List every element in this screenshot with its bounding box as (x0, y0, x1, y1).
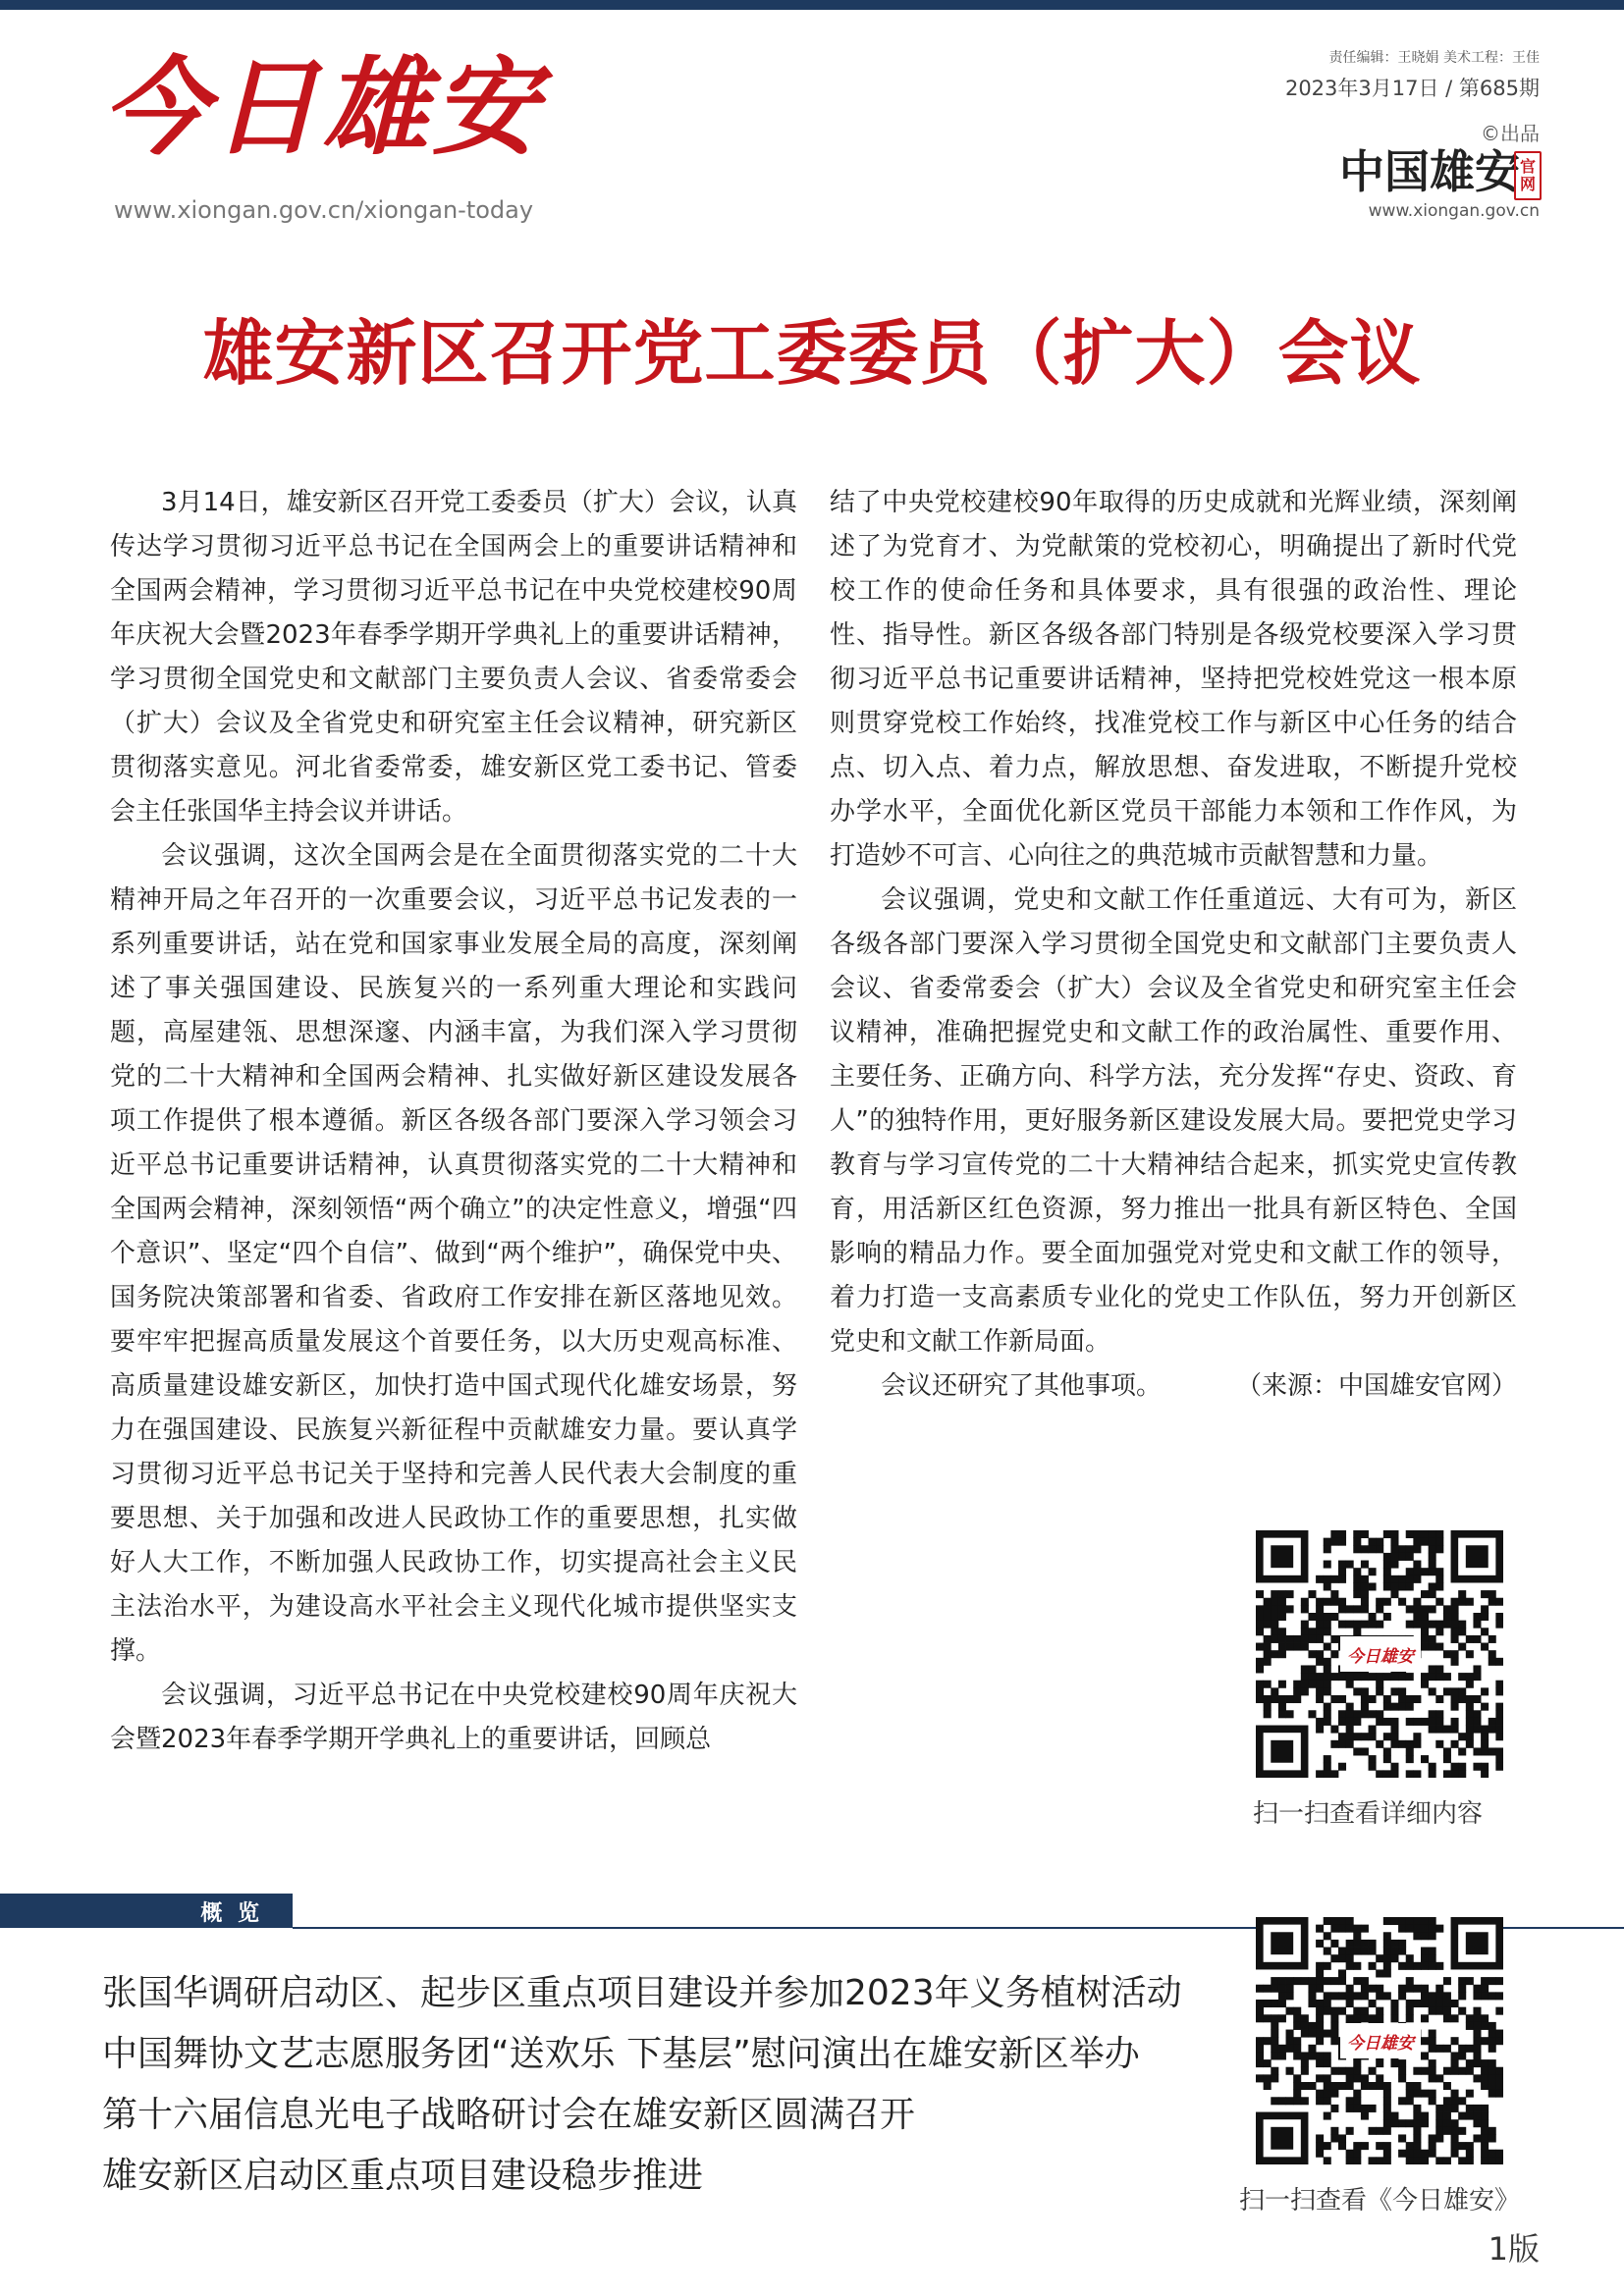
overview-item[interactable]: 第十六届信息光电子战略研讨会在雄安新区圆满召开 (102, 2095, 916, 2135)
brand-logo: 中国雄安 (1339, 145, 1520, 198)
article-paragraph: 会议强调，习近平总书记在中央党校建校90周年庆祝大会暨2023年春季学期开学典礼上的重要讲话，回顾总 (110, 1681, 797, 1754)
article-headline: 雄安新区召开党工委委员（扩大）会议 (202, 311, 1422, 395)
brand-url[interactable]: www.xiongan.gov.cn (1368, 201, 1540, 221)
qr-badge-logo: 今日雄安 (1340, 2023, 1421, 2058)
article-column-left (110, 481, 797, 1762)
qr-caption-today: 扫一扫查看《今日雄安》 (1239, 2186, 1521, 2216)
closing-text: 会议还研究了其他事项。 (881, 1371, 1163, 1401)
overview-item[interactable]: 张国华调研启动区、起步区重点项目建设并参加2023年义务植树活动 (102, 1973, 1182, 2013)
article-paragraph: 3月14日，雄安新区召开党工委委员（扩大）会议，认真传达学习贯彻习近平总书记在全国两会上的重要讲话精神和全国两会精神，学习贯彻习近平总书记在中央党校建校90周年庆祝大会暨2023年春季学期开学典礼上的重要讲话精神，学习贯彻全国党史和文献部门主要负责人会议、省委常委会（扩大）会议及全省党史和研究室主任会议精神，研究新区贯彻落实意见。河北省委常委，雄安新区党工委书记、管委会主任张国华主持会议并讲话。 (110, 488, 797, 827)
qr-code-today[interactable] (1256, 1917, 1503, 2164)
article-paragraph: 结了中央党校建校90年取得的历史成就和光辉业绩，深刻阐述了为党育才、为党献策的党校初心，明确提出了新时代党校工作的使命任务和具体要求，具有很强的政治性、理论性、指导性。新区各级各部门特别是各级党校要深入学习贯彻习近平总书记重要讲话精神，坚持把党校姓党这一根本原则贯穿党校工作始终，找准党校工作与新区中心任务的结合点、切入点、着力点，解放思想、奋发进取，不断提升党校办学水平，全面优化新区党员干部能力本领和工作作风，为打造妙不可言、心向往之的典范城市贡献智慧和力量。 (830, 488, 1517, 871)
editor-credits: 责任编辑：王晓娟 美术工程：王佳 (1328, 50, 1540, 66)
overview-item[interactable]: 中国舞协文艺志愿服务团“送欢乐 下基层”慰问演出在雄安新区举办 (102, 2034, 1140, 2074)
qr-caption-detail: 扫一扫查看详细内容 (1253, 1799, 1484, 1829)
overview-item[interactable]: 雄安新区启动区重点项目建设稳步推进 (102, 2156, 704, 2196)
overview-header (0, 1894, 293, 1928)
overview-label: 概 览 (200, 1901, 263, 1926)
brand-seal-icon: 官网 (1514, 151, 1542, 200)
page-number: 1版 (1488, 2230, 1540, 2268)
produced-by-label: ©出品 (1481, 122, 1540, 145)
article-column-right (830, 481, 1517, 1409)
article-closing (830, 1364, 1517, 1409)
article-paragraph: 会议强调，这次全国两会是在全面贯彻落实党的二十大精神开局之年召开的一次重要会议，习近平总书记发表的一系列重要讲话，站在党和国家事业发展全局的高度，深刻阐述了事关强国建设、民族复兴的一系列重大理论和实践问题，高屋建瓴、思想深邃、内涵丰富，为我们深入学习贯彻党的二十大精神和全国两会精神、扎实做好新区建设发展各项工作提供了根本遵循。新区各级各部门要深入学习领会习近平总书记重要讲话精神，认真贯彻落实党的二十大精神和全国两会精神，深刻领悟“两个确立”的决定性意义，增强“四个意识”、坚定“四个自信”、做到“两个维护”，确保党中央、国务院决策部署和省委、省政府工作安排在新区落地见效。要牢牢把握高质量发展这个首要任务，以大历史观高标准、高质量建设雄安新区，加快打造中国式现代化雄安场景，努力在强国建设、民族复兴新征程中贡献雄安力量。要认真学习贯彻习近平总书记关于坚持和完善人民代表大会制度的重要思想、关于加强和改进人民政协工作的重要思想，扎实做好人大工作，不断加强人民政协工作，切实提高社会主义民主法治水平，为建设高水平社会主义现代化城市提供坚实支撑。 (110, 841, 797, 1666)
qr-badge-logo: 今日雄安 (1340, 1636, 1421, 1672)
top-color-bar (0, 0, 1624, 10)
issue-date: 2023年3月17日 / 第685期 (1284, 77, 1540, 100)
overview-list (102, 1971, 1182, 2215)
article-source: （来源：中国雄安官网） (1235, 1371, 1517, 1401)
masthead-url[interactable]: www.xiongan.gov.cn/xiongan-today (114, 196, 534, 224)
article-paragraph: 会议强调，党史和文献工作任重道远、大有可为，新区各级各部门要深入学习贯彻全国党史和文献部门主要负责人会议、省委常委会（扩大）会议及全省党史和研究室主任会议精神，准确把握党史和文献工作的政治属性、重要作用、主要任务、正确方向、科学方法，充分发挥“存史、资政、育人”的独特作用，更好服务新区建设发展大局。要把党史学习教育与学习宣传党的二十大精神结合起来，抓实党史宣传教育，用活新区红色资源，努力推出一批具有新区特色、全国影响的精品力作。要全面加强党对党史和文献工作的领导，着力打造一支高素质专业化的党史工作队伍，努力开创新区党史和文献工作新局面。 (830, 885, 1517, 1357)
masthead-logo: 今日雄安 (102, 46, 543, 170)
qr-code-detail[interactable] (1256, 1530, 1503, 1778)
